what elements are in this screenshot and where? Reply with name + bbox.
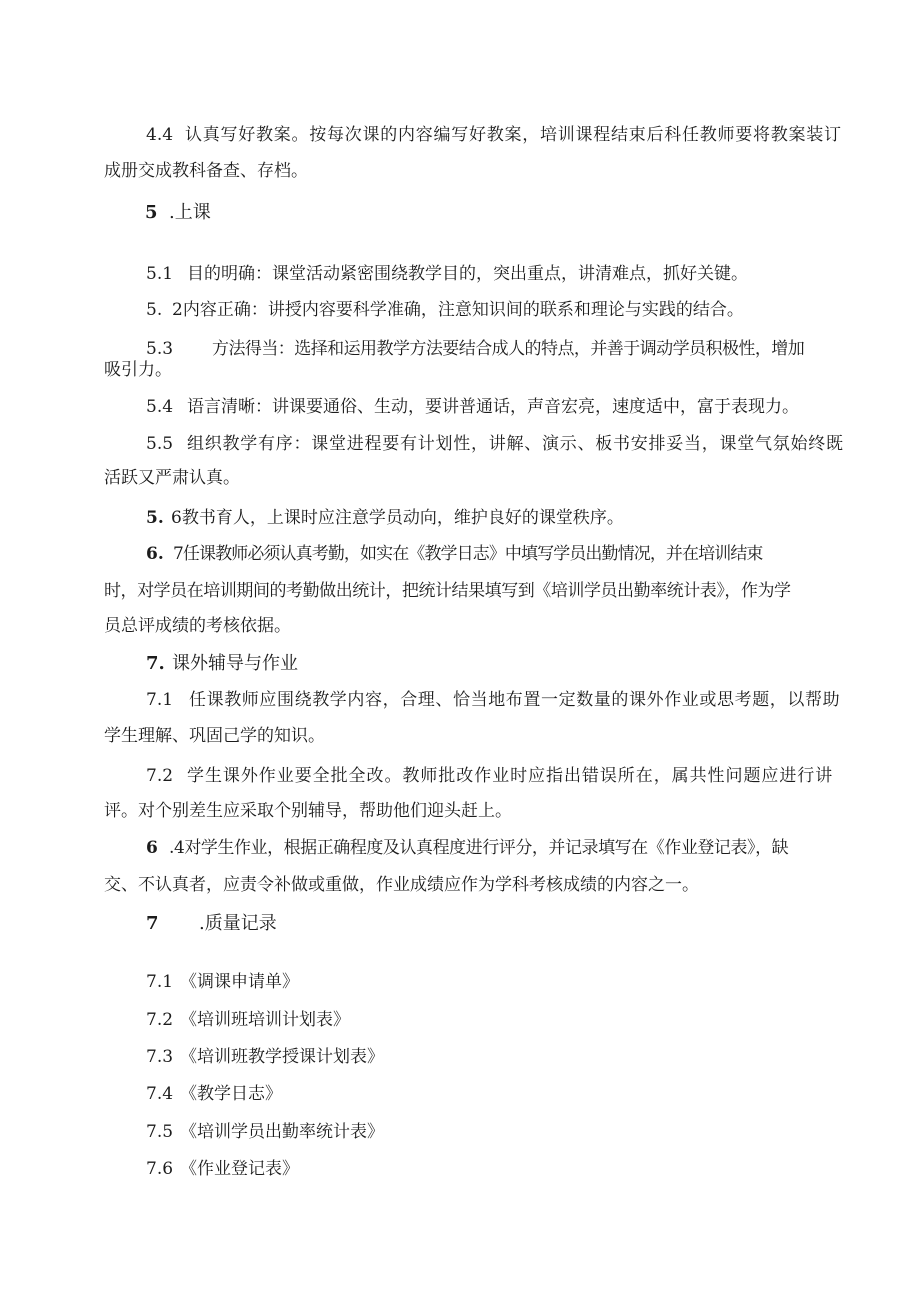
paragraph-text: 吸引力。 [104, 360, 172, 380]
paragraph-text: 活跃又严肃认真。 [104, 468, 240, 488]
paragraph-text: 认真写好教案。按每次课的内容编写好教案，培训课程结束后科任教师要将教案装订 [185, 125, 842, 145]
section-number: 5. [146, 300, 163, 320]
record-title: 《教学日志》 [180, 1084, 282, 1104]
paragraph-text: 学生理解、巩固己学的知识。 [104, 726, 325, 746]
paragraph-text: 6教书育人，上课时应注意学员动向，维护良好的课堂秩序。 [171, 508, 624, 528]
section-number: 7. [146, 653, 165, 674]
section-number: 7.1 [146, 972, 174, 992]
paragraph-text: 组织教学有序：课堂进程要有计划性，讲解、演示、板书安排妥当，课堂气氛始终既 [187, 434, 844, 454]
section-number: 7.2 [146, 1010, 174, 1030]
paragraph-text: .4对学生作业，根据正确程度及认真程度进行评分，并记录填写在《作业登记表》，缺 [169, 838, 789, 858]
section-number: 5.5 [146, 434, 174, 454]
paragraph-text: 2内容正确：讲授内容要科学准确，注意知识间的联系和理论与实践的结合。 [172, 300, 744, 320]
section-number: 4.4 [146, 125, 174, 145]
paragraph-text: 学生课外作业要全批全改。教师批改作业时应指出错误所在，属共性问题应进行讲 [187, 766, 834, 786]
paragraph-text: 目的明确：课堂活动紧密围绕教学目的，突出重点，讲清难点，抓好关键。 [187, 264, 748, 284]
section-title: 课外辅导与作业 [172, 653, 298, 674]
section-number: 7.6 [146, 1159, 174, 1179]
paragraph-text: 评。对个别差生应采取个别辅导，帮助他们迎头赶上。 [104, 801, 512, 821]
section-number: 7 [146, 913, 159, 934]
record-title: 《培训班培训计划表》 [180, 1010, 350, 1030]
record-title: 《培训班教学授课计划表》 [180, 1047, 384, 1067]
paragraph-text: 语言清晰：讲课要通俗、生动，要讲普通话，声音宏亮，速度适中，富于表现力。 [187, 397, 799, 417]
section-number: 7.1 [146, 690, 174, 710]
paragraph-text: 7任课教师必须认真考勤，如实在《教学日志》中填写学员出勤情况，并在培训结束 [173, 544, 763, 564]
paragraph-text: 员总评成绩的考核依据。 [104, 616, 291, 636]
section-title: .质量记录 [199, 913, 277, 934]
section-number: 5 [145, 202, 158, 223]
record-title: 《作业登记表》 [180, 1159, 299, 1179]
section-number: 7.2 [146, 766, 174, 786]
record-title: 《调课申请单》 [180, 972, 299, 992]
section-number: 6. [146, 544, 164, 564]
section-number: 7.4 [146, 1084, 174, 1104]
paragraph-text: 时，对学员在培训期间的考勤做出统计，把统计结果填写到《培训学员出勤率统计表》，作为学 [104, 581, 791, 601]
section-number: 5.4 [146, 397, 174, 417]
section-number: 5. [146, 508, 164, 528]
section-number: 7.5 [146, 1122, 174, 1142]
section-number: 7.3 [146, 1047, 174, 1067]
paragraph-text: 交、不认真者，应责令补做或重做，作业成绩应作为学科考核成绩的内容之一。 [104, 875, 699, 895]
section-title: .上课 [169, 202, 211, 223]
paragraph-text: 方法得当：选择和运用教学方法要结合成人的特点，并善于调动学员积极性，增加 [212, 339, 805, 359]
paragraph-text: 任课教师应围绕教学内容，合理、恰当地布置一定数量的课外作业或思考题，以帮助 [189, 690, 841, 710]
section-number: 5.1 [146, 264, 174, 284]
record-title: 《培训学员出勤率统计表》 [180, 1122, 384, 1142]
section-number: 6 [146, 838, 158, 858]
section-number: 5.3 [146, 339, 174, 359]
paragraph-text: 成册交成教科备查、存档。 [104, 161, 308, 181]
